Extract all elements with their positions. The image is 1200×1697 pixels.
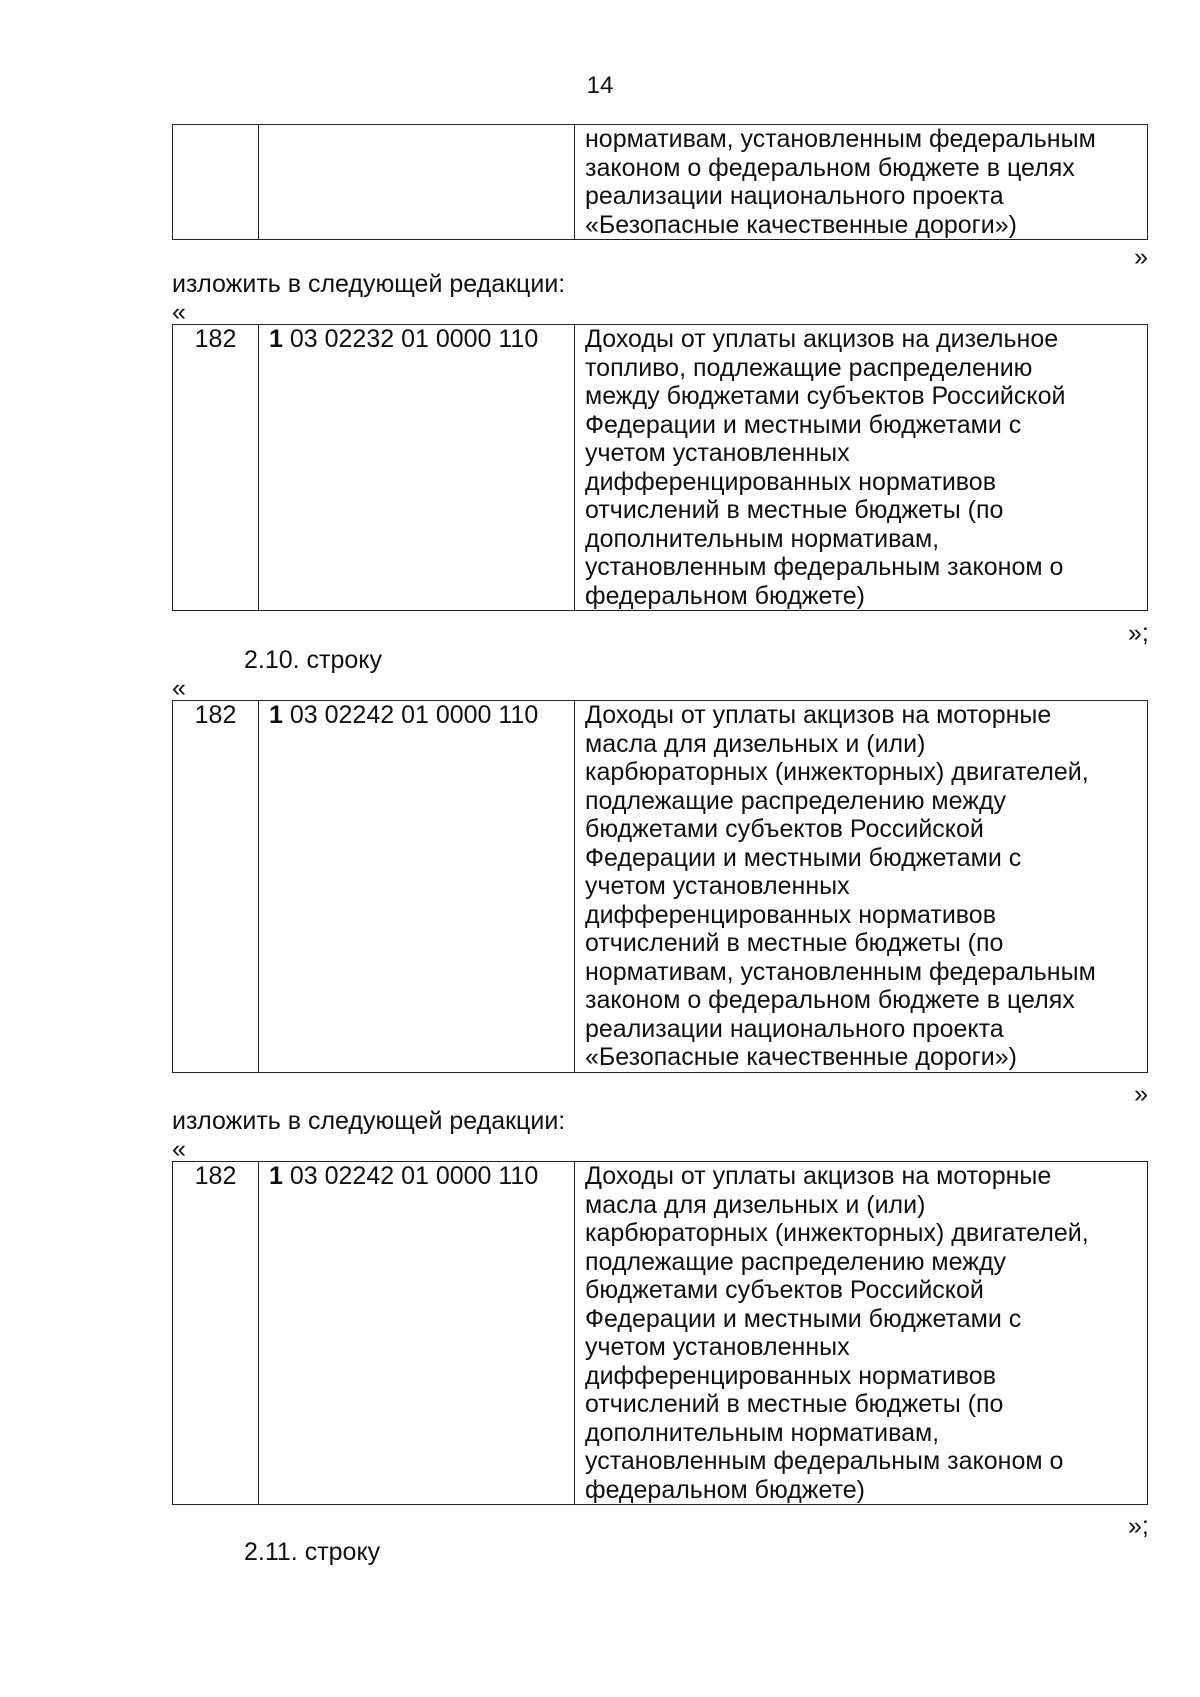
description-line: учетом установленных [585, 439, 850, 467]
description-line: карбюраторных (инжекторных) двигателей, [585, 758, 1089, 786]
closing-quote: » [1134, 1080, 1148, 1108]
table-3-block [172, 1161, 1147, 1505]
opening-quote: « [172, 1135, 186, 1163]
admin-code-cell [173, 125, 259, 240]
description-line: реализации национального проекта [585, 182, 1004, 210]
table-row [173, 325, 1148, 611]
description-line: установленным федеральным законом о [585, 1447, 1064, 1475]
description-cell [575, 701, 1148, 1073]
table-1-block [172, 324, 1147, 611]
admin-code-cell: 182 [173, 325, 259, 611]
closing-quote: »; [1128, 619, 1149, 647]
description-line: отчислений в местные бюджеты (по [585, 929, 1004, 957]
budget-table-continuation [172, 124, 1148, 240]
description-line: законом о федеральном бюджете в целях [585, 986, 1075, 1014]
description-line: учетом установленных [585, 872, 850, 900]
table-row [173, 701, 1148, 1073]
budget-table-2 [172, 700, 1148, 1073]
budget-code-cell [259, 125, 575, 240]
table-row [173, 1162, 1148, 1505]
description-line: масла для дизельных и (или) [585, 1190, 926, 1219]
budget-code-cell [259, 701, 575, 1073]
table-row [173, 125, 1148, 240]
description-cell [575, 1162, 1148, 1505]
description-line: карбюраторных (инжекторных) двигателей, [585, 1219, 1089, 1247]
item-2-10: 2.10. строку [244, 646, 383, 674]
description-line: законом о федеральном бюджете в целях [585, 153, 1075, 182]
code-lead: 1 [269, 1162, 283, 1190]
page-number: 14 [586, 72, 614, 99]
description-line: бюджетами субъектов Российской [585, 815, 984, 843]
admin-code-cell: 182 [173, 1162, 259, 1505]
description-cell [575, 325, 1148, 611]
description-line: отчислений в местные бюджеты (по [585, 496, 1004, 524]
description-line: дополнительным нормативам, [585, 524, 940, 553]
opening-quote: « [172, 298, 186, 326]
instruction-phrase: изложить в следующей редакции: [172, 270, 566, 298]
description-line: Доходы от уплаты акцизов на моторные [585, 1162, 1052, 1190]
code-rest: 03 02242 01 0000 110 [282, 701, 539, 729]
description-line: дифференцированных нормативов [585, 1361, 996, 1390]
description-line: Доходы от уплаты акцизов на моторные [585, 701, 1052, 729]
description-line: федеральном бюджете) [585, 581, 865, 610]
code-lead: 1 [269, 701, 283, 729]
description-line: дифференцированных нормативов [585, 467, 996, 496]
budget-code-cell [259, 1162, 575, 1505]
closing-quote: » [1134, 243, 1148, 271]
description-line: Федерации и местными бюджетами с [585, 1304, 1022, 1333]
description-line: масла для дизельных и (или) [585, 729, 926, 758]
closing-quote: »; [1128, 1512, 1149, 1540]
code-rest: 03 02242 01 0000 110 [282, 1162, 539, 1190]
table-2-block [172, 700, 1147, 1073]
description-line: установленным федеральным законом о [585, 553, 1064, 581]
description-line: Федерации и местными бюджетами с [585, 843, 1022, 872]
description-line: нормативам, установленным федеральным [585, 125, 1096, 153]
description-line: между бюджетами субъектов Российской [585, 382, 1066, 410]
description-line: отчислений в местные бюджеты (по [585, 1390, 1004, 1418]
description-cell [575, 125, 1148, 240]
description-line: учетом установленных [585, 1333, 850, 1361]
description-line: Федерации и местными бюджетами с [585, 410, 1022, 439]
description-line: федеральном бюджете) [585, 1475, 865, 1504]
code-rest: 03 02232 01 0000 110 [282, 325, 539, 353]
admin-code-cell: 182 [173, 701, 259, 1073]
description-line: реализации национального проекта [585, 1014, 1004, 1043]
opening-quote: « [172, 674, 186, 702]
budget-code-cell [259, 325, 575, 611]
budget-table-3 [172, 1161, 1148, 1505]
item-2-11: 2.11. строку [244, 1538, 381, 1566]
table-continuation-block [172, 124, 1147, 240]
code-lead: 1 [269, 325, 283, 353]
description-line: подлежащие распределению между [585, 786, 1007, 815]
description-line: «Безопасные качественные дороги») [585, 1043, 1017, 1071]
description-line: дополнительным нормативам, [585, 1418, 940, 1447]
description-line: бюджетами субъектов Российской [585, 1276, 984, 1304]
description-line: подлежащие распределению между [585, 1247, 1007, 1276]
budget-table-1 [172, 324, 1148, 611]
description-line: Доходы от уплаты акцизов на дизельное [585, 325, 1059, 353]
description-line: нормативам, установленным федеральным [585, 957, 1096, 986]
instruction-phrase: изложить в следующей редакции: [172, 1107, 566, 1135]
description-line: дифференцированных нормативов [585, 900, 996, 929]
description-line: топливо, подлежащие распределению [585, 353, 1033, 382]
description-line: «Безопасные качественные дороги») [585, 210, 1017, 239]
